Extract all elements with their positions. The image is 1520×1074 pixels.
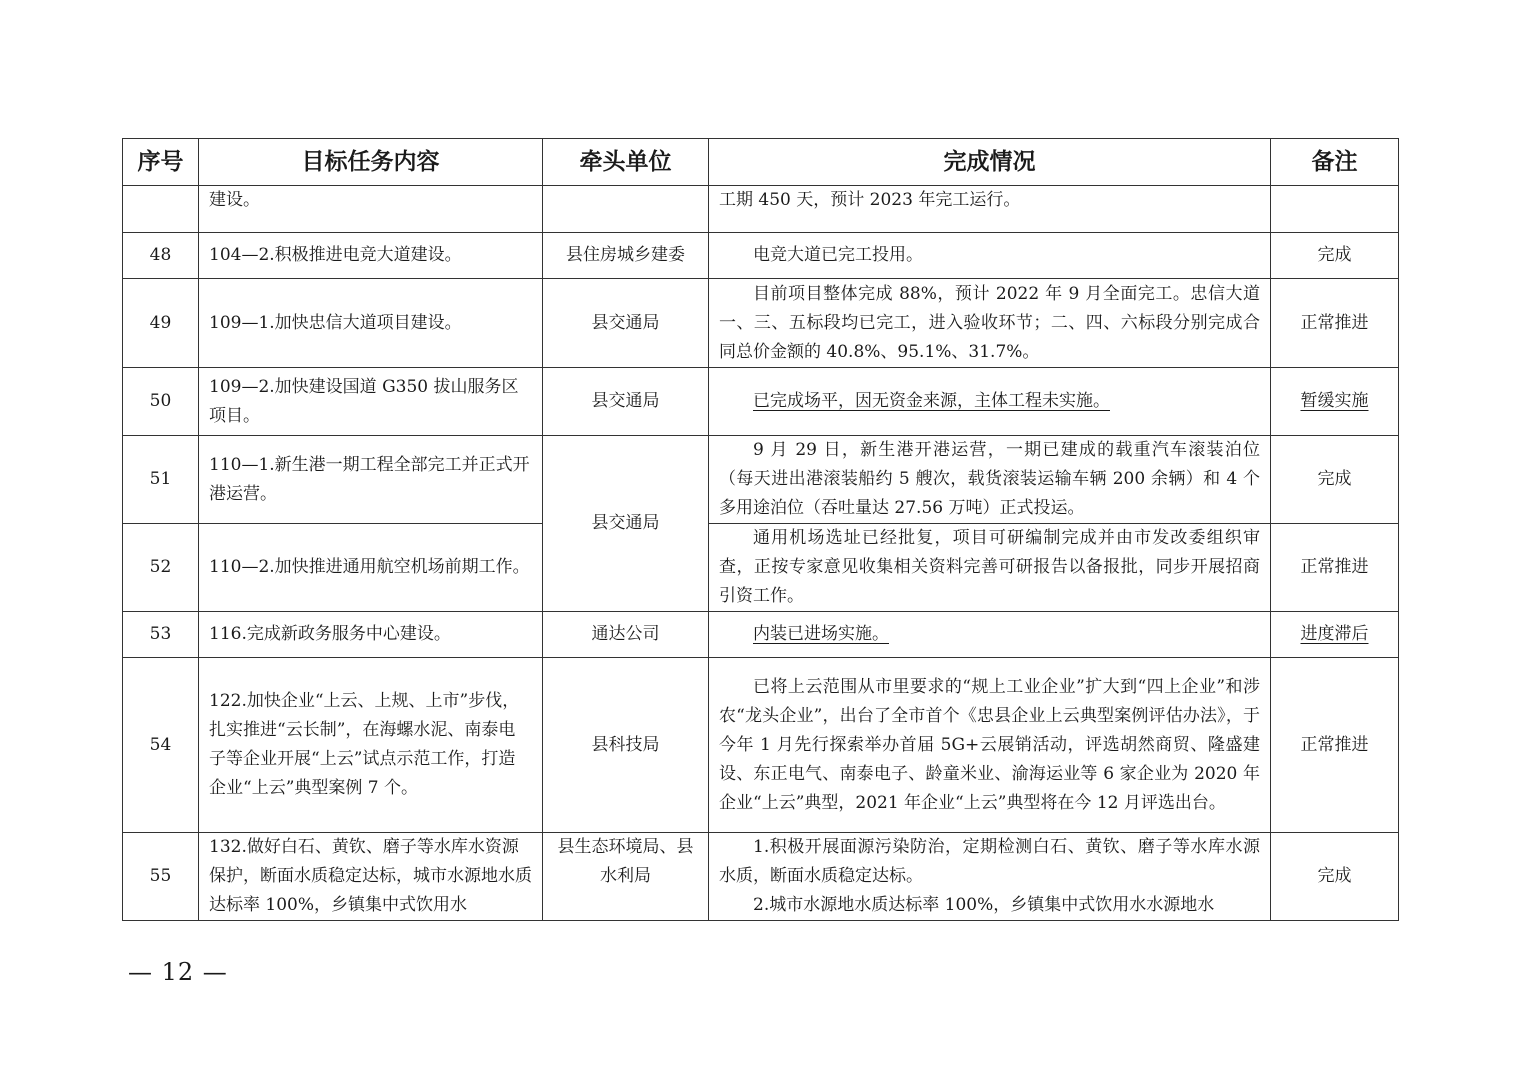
row-unit: 县交通局	[543, 436, 709, 612]
table-row	[123, 658, 1399, 833]
row-status-cell	[709, 612, 1271, 658]
row-status: 目前项目整体完成 88%，预计 2022 年 9 月全面完工。忠信大道一、三、五标段均已完工，进入验收环节；二、四、六标段分别完成合同总价金额的 40.8%、95.1%、31.7%。	[709, 279, 1271, 368]
row-status: 已将上云范围从市里要求的“规上工业企业”扩大到“四上企业”和涉农“龙头企业”，出台了全市首个《忠县企业上云典型案例评估办法》，于今年 1 月先行探索举办首届 5G+云展销活动，评选胡然商贸、隆盛建设、东正电气、南泰电子、龄童米业、渝海运业等 6 家企业为 2020 年企业“上云”典型，2021 年企业“上云”典型将在今 12 月评选出台。	[709, 658, 1271, 833]
row-status: 内装已进场实施。	[753, 624, 889, 644]
table-row	[123, 524, 1399, 612]
row-task: 132.做好白石、黄钦、磨子等水库水资源保护，断面水质稳定达标，城市水源地水质达标率 100%，乡镇集中式饮用水	[199, 833, 543, 921]
row-no: 55	[123, 833, 199, 921]
row-task: 110—1.新生港一期工程全部完工并正式开港运营。	[199, 436, 543, 524]
row-status: 通用机场选址已经批复，项目可研编制完成并由市发改委组织审查，正按专家意见收集相关资料完善可研报告以备报批，同步开展招商引资工作。	[709, 524, 1271, 612]
table-row	[123, 233, 1399, 279]
row-note: 完成	[1271, 233, 1399, 279]
row-unit: 县生态环境局、县水利局	[543, 833, 709, 921]
row-no: 48	[123, 233, 199, 279]
row-status: 工期 450 天，预计 2023 年完工运行。	[709, 186, 1271, 233]
row-task: 110—2.加快推进通用航空机场前期工作。	[199, 524, 543, 612]
row-note-cell	[1271, 612, 1399, 658]
header-status: 完成情况	[709, 139, 1271, 186]
header-note: 备注	[1271, 139, 1399, 186]
row-no: 51	[123, 436, 199, 524]
row-note: 正常推进	[1271, 524, 1399, 612]
row-note: 完成	[1271, 436, 1399, 524]
row-no: 54	[123, 658, 199, 833]
row-no: 49	[123, 279, 199, 368]
row-note: 暂缓实施	[1300, 391, 1369, 411]
table-row	[123, 368, 1399, 436]
row-note: 完成	[1271, 833, 1399, 921]
table-row	[123, 833, 1399, 921]
row-no: 50	[123, 368, 199, 436]
row-no	[123, 186, 199, 233]
row-note: 正常推进	[1271, 658, 1399, 833]
row-no: 53	[123, 612, 199, 658]
row-task: 116.完成新政务服务中心建设。	[199, 612, 543, 658]
row-unit: 县交通局	[543, 279, 709, 368]
row-note-cell	[1271, 368, 1399, 436]
row-unit	[543, 186, 709, 233]
table-row	[123, 436, 1399, 524]
table-row	[123, 186, 1399, 233]
row-unit: 通达公司	[543, 612, 709, 658]
row-no: 52	[123, 524, 199, 612]
table-row	[123, 279, 1399, 368]
table-row	[123, 612, 1399, 658]
row-task: 122.加快企业“上云、上规、上市”步伐，扎实推进“云长制”，在海螺水泥、南泰电子等企业开展“上云”试点示范工作，打造企业“上云”典型案例 7 个。	[199, 658, 543, 833]
row-status-cell	[709, 368, 1271, 436]
row-unit: 县住房城乡建委	[543, 233, 709, 279]
row-task: 109—2.加快建设国道 G350 拔山服务区项目。	[199, 368, 543, 436]
page-number: — 12 —	[128, 958, 228, 986]
task-table	[122, 138, 1399, 921]
row-task: 109—1.加快忠信大道项目建设。	[199, 279, 543, 368]
row-note: 正常推进	[1271, 279, 1399, 368]
header-task: 目标任务内容	[199, 139, 543, 186]
row-unit: 县科技局	[543, 658, 709, 833]
row-note: 进度滞后	[1300, 624, 1369, 644]
row-task: 建设。	[199, 186, 543, 233]
header-no: 序号	[123, 139, 199, 186]
header-unit: 牵头单位	[543, 139, 709, 186]
row-status-cell	[709, 833, 1271, 921]
row-note	[1271, 186, 1399, 233]
row-status: 电竞大道已完工投用。	[709, 233, 1271, 279]
row-status: 1.积极开展面源污染防治，定期检测白石、黄钦、磨子等水库水源水质，断面水质稳定达标。	[719, 837, 1260, 886]
row-status: 9 月 29 日，新生港开港运营，一期已建成的载重汽车滚装泊位（每天进出港滚装船约 5 艘次，载货滚装运输车辆 200 余辆）和 4 个多用途泊位（吞吐量达 27.56 万吨）正式投运。	[709, 436, 1271, 524]
row-unit: 县交通局	[543, 368, 709, 436]
table-header-row	[123, 139, 1399, 186]
row-task: 104—2.积极推进电竞大道建设。	[199, 233, 543, 279]
row-status: 已完成场平，因无资金来源，主体工程未实施。	[753, 391, 1110, 411]
row-status-2: 2.城市水源地水质达标率 100%，乡镇集中式饮用水水源地水	[753, 895, 1215, 915]
